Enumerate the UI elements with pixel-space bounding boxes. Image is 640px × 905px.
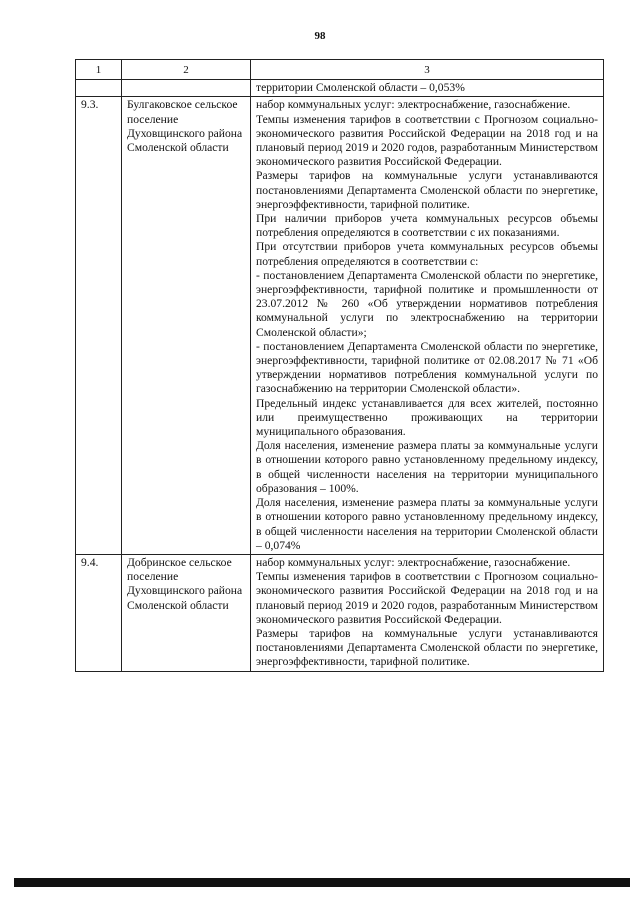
column-header-1: 1 (76, 60, 122, 80)
paragraph: набор коммунальных услуг: электроснабжение, газоснабжение. (256, 98, 571, 112)
table-row-continuation (76, 80, 604, 97)
row-number: 9.4. (76, 554, 122, 671)
paragraph: Размеры тарифов на коммунальные услуги устанавливаются постановлениями Департамента Смоленской области по энергетике, энергоэффективности, тарифной политике. (256, 169, 598, 211)
paragraph: При наличии приборов учета коммунальных ресурсов объемы потребления определяются в соответствии с их показаниями. (256, 212, 598, 240)
row-number: 9.3. (76, 97, 122, 555)
paragraph: набор коммунальных услуг: электроснабжение, газоснабжение. (256, 555, 571, 569)
page-bottom-bar (14, 878, 630, 887)
continuation-num-cell (76, 80, 122, 97)
paragraph: Темпы изменения тарифов в соответствии с Прогнозом социально-экономического развития Российской Федерации на 2018 год и на плановый период 2019 и 2020 годов, разработанным Министерством экономического развития Российской Федерации. (256, 570, 598, 626)
continuation-settlement-cell (122, 80, 251, 97)
continuation-text: территории Смоленской области – 0,053% (256, 81, 465, 95)
row-content (251, 554, 604, 671)
table-row (76, 97, 604, 555)
paragraph: Размеры тарифов на коммунальные услуги устанавливаются постановлениями Департамента Смоленской области по энергетике, энергоэффективности, тарифной политике. (256, 626, 598, 669)
column-header-2: 2 (122, 60, 251, 80)
settlement-name: Булгаковское сельское поселение Духовщинского района Смоленской области (122, 97, 251, 555)
continuation-content-cell (251, 80, 604, 97)
tariff-table (75, 59, 604, 672)
paragraph: Темпы изменения тарифов в соответствии с Прогнозом социально-экономического развития Российской Федерации на 2018 год и на плановый период 2019 и 2020 годов, разработанным Министерством экономического развития Российской Федерации. (256, 112, 598, 169)
table-header-row (76, 60, 604, 80)
paragraph: Доля населения, изменение размера платы за коммунальные услуги в отношении которого равно установленному предельному индексу, в общей численности населения на территории Смоленской области – 0,074% (256, 496, 598, 552)
settlement-name: Добринское сельское поселение Духовщинского района Смоленской области (122, 554, 251, 671)
row-content (251, 97, 604, 555)
column-header-3: 3 (251, 60, 604, 80)
paragraph: Доля населения, изменение размера платы за коммунальные услуги в отношении которого равно установленному предельному индексу, в общей численности населения на территории муниципального образования – 100%. (256, 439, 598, 495)
paragraph: При отсутствии приборов учета коммунальных ресурсов объемы потребления определяются в соответствии с: (256, 240, 598, 268)
paragraph: - постановлением Департамента Смоленской области по энергетике, энергоэффективности, тарифной политике от 02.08.2017 № 71 «Об утверждении нормативов потребления коммунальной услуги по газоснабжению на территории Смоленской области». (256, 339, 598, 396)
table-row (76, 554, 604, 671)
page-number: 98 (314, 30, 326, 42)
paragraph: Предельный индекс устанавливается для всех жителей, постоянно или преимущественно проживающих на территории муниципального образования. (256, 396, 598, 439)
paragraph: - постановлением Департамента Смоленской области по энергетике, энергоэффективности, тарифной политике и промышленности от 23.07.2012 № 260 «Об утверждении нормативов потребления коммунальной услуги по электроснабжению на территории Смоленской области»; (256, 268, 598, 339)
